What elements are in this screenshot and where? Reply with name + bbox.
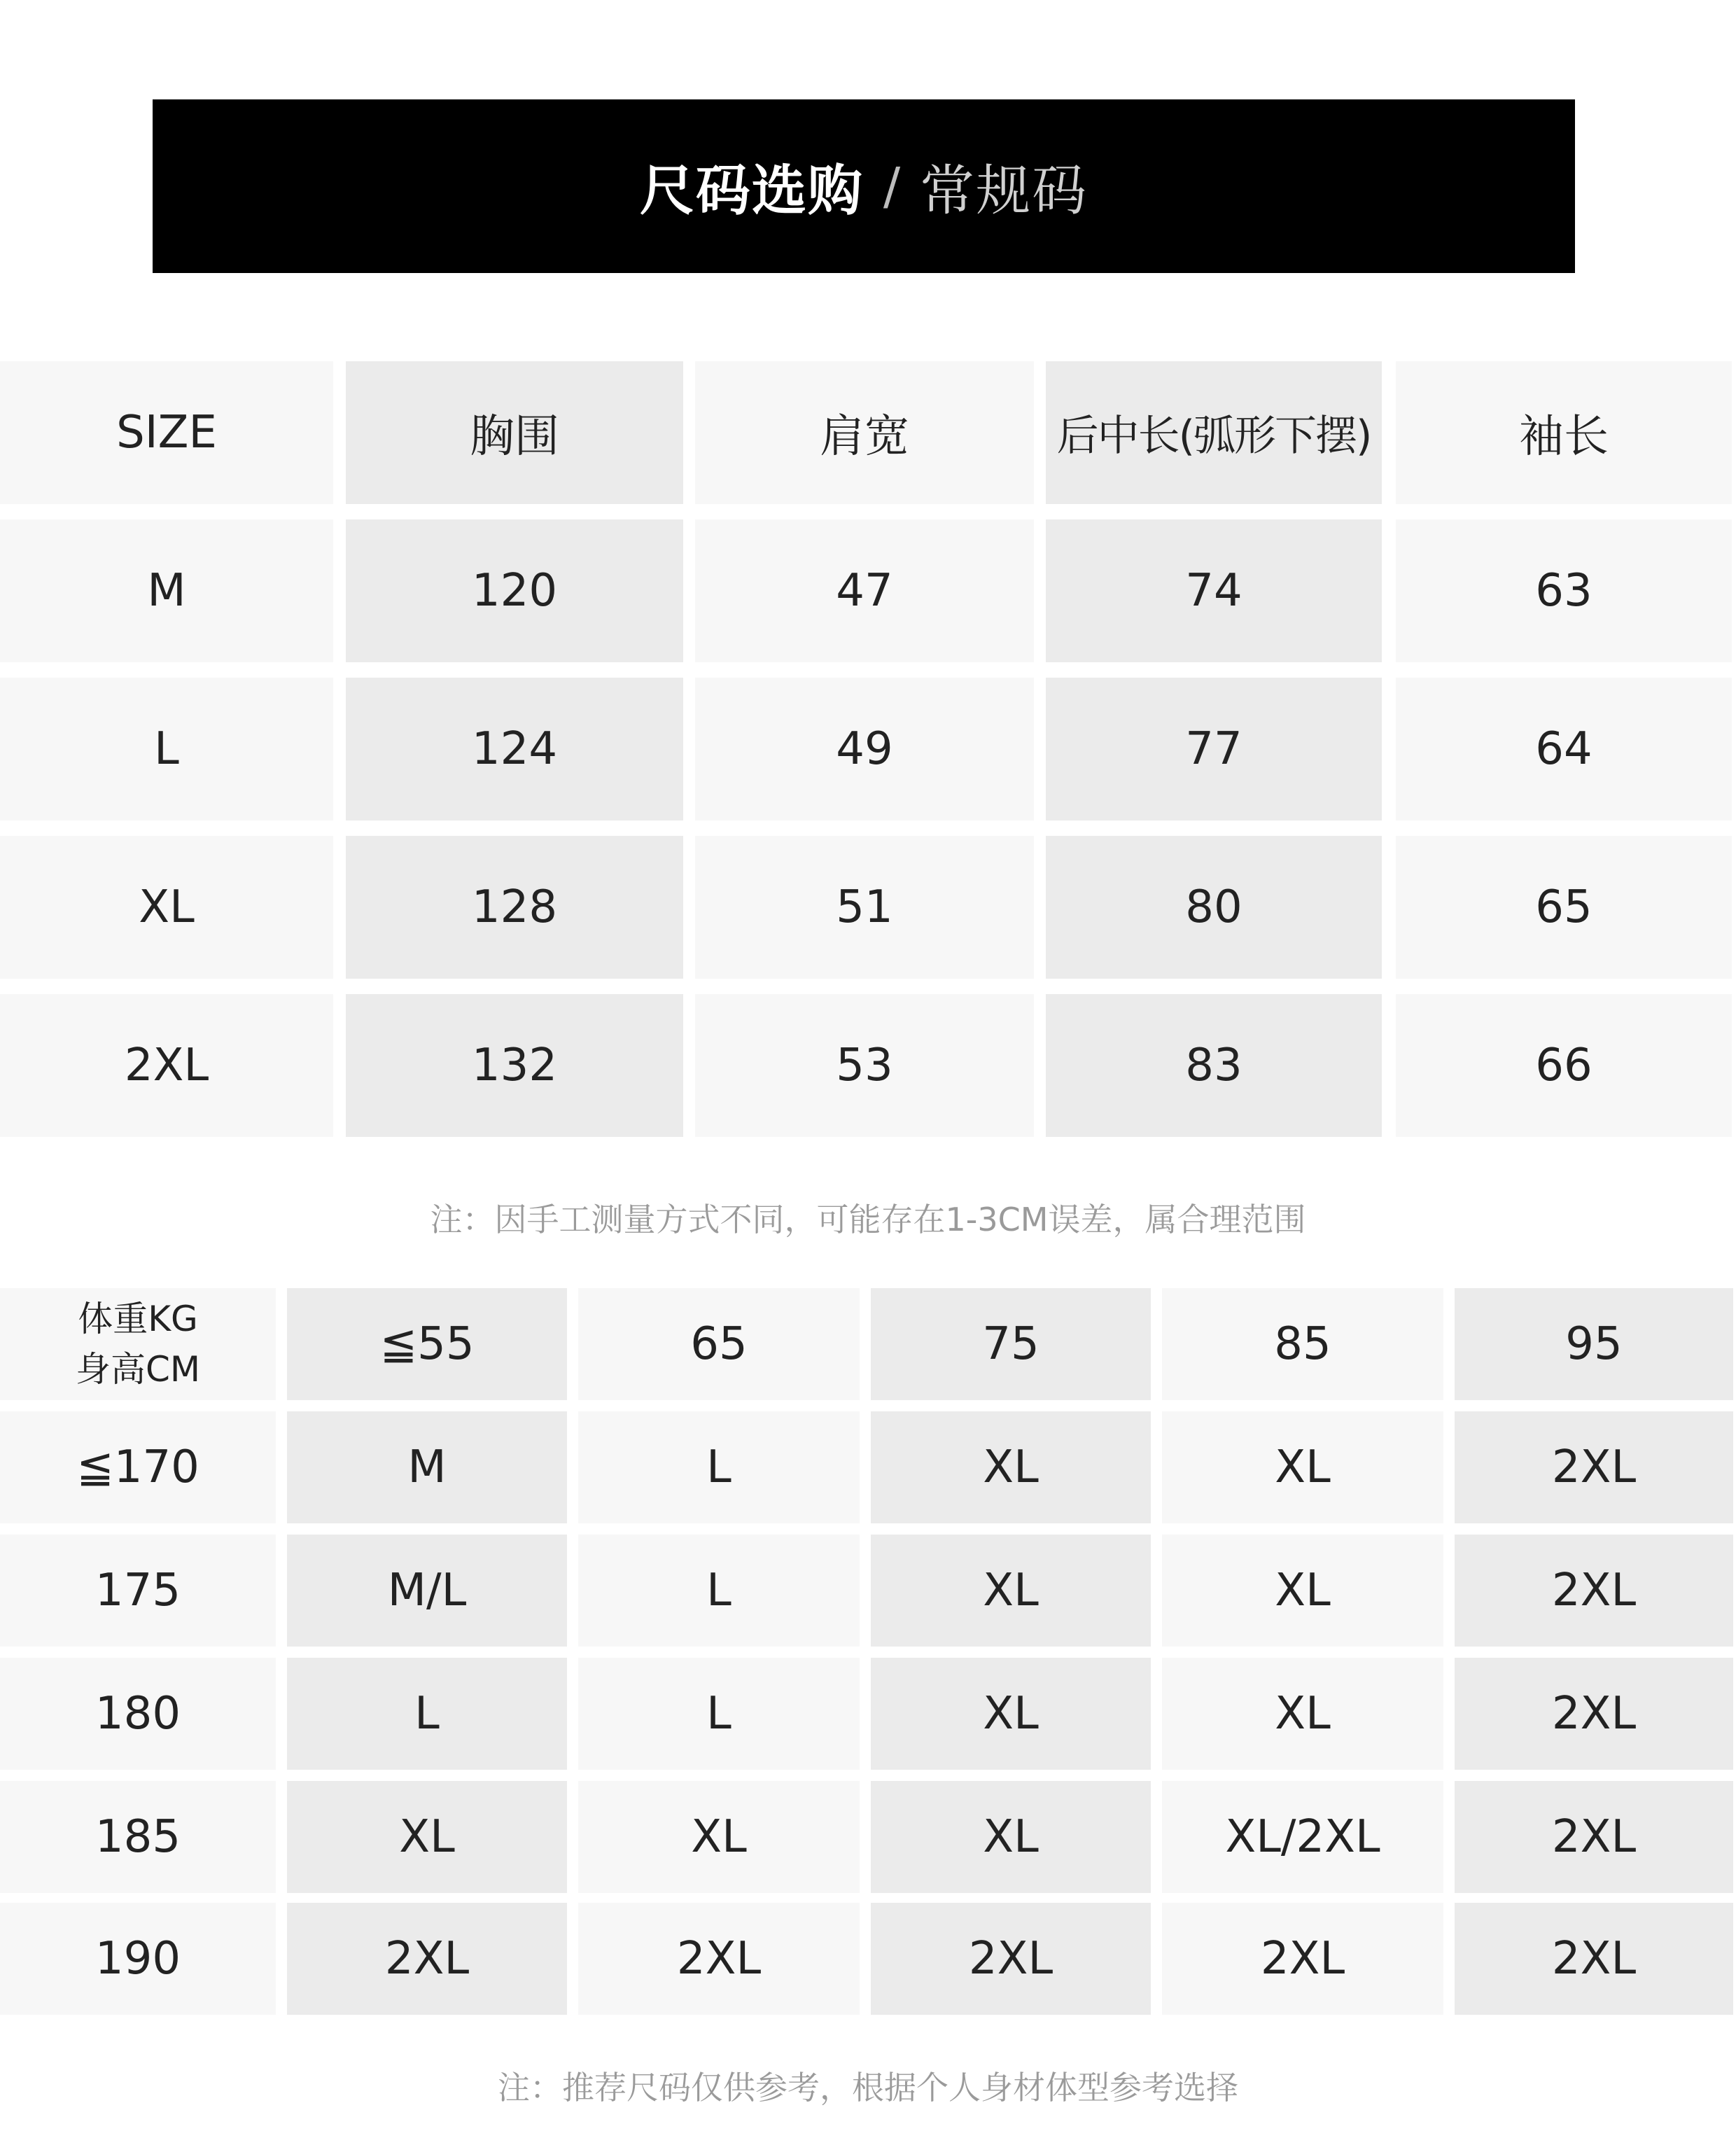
size-table-header: 胸围 [346, 361, 683, 504]
size-measurement-cell: 47 [695, 519, 1034, 662]
size-label: L [0, 678, 333, 820]
corner-height-label: 身高CM [75, 1349, 201, 1390]
size-table-header: 后中长(弧形下摆) [1046, 361, 1382, 504]
weight-header: 95 [1455, 1288, 1733, 1400]
size-table-header: 袖长 [1396, 361, 1732, 504]
size-measurement-cell: 66 [1396, 994, 1732, 1137]
weight-height-corner [0, 1288, 276, 1400]
recommended-size-cell: M [287, 1411, 567, 1523]
recommended-size-cell: XL [1162, 1658, 1443, 1770]
recommended-size-cell: XL [871, 1658, 1151, 1770]
size-measurement-cell: 65 [1396, 836, 1732, 979]
height-label: 190 [0, 1903, 276, 2015]
recommended-size-cell: 2XL [287, 1903, 567, 2015]
recommended-size-cell: XL/2XL [1162, 1781, 1443, 1893]
recommended-size-cell: 2XL [1455, 1781, 1733, 1893]
corner-weight-label: 体重KG [78, 1299, 198, 1339]
size-measurement-cell: 51 [695, 836, 1034, 979]
recommended-size-cell: 2XL [1455, 1903, 1733, 2015]
size-measurement-cell: 80 [1046, 836, 1382, 979]
recommended-size-cell: M/L [287, 1535, 567, 1647]
size-label: 2XL [0, 994, 333, 1137]
recommended-size-cell: XL [1162, 1411, 1443, 1523]
recommended-size-cell: 2XL [1162, 1903, 1443, 2015]
size-table-header: SIZE [0, 361, 333, 504]
recommended-size-cell: L [578, 1658, 860, 1770]
recommended-size-cell: L [578, 1411, 860, 1523]
recommended-size-cell: XL [871, 1411, 1151, 1523]
title-separator: / [883, 157, 901, 216]
size-measurement-cell: 120 [346, 519, 683, 662]
page-subtitle: 常规码 [920, 160, 1088, 223]
size-measurement-cell: 83 [1046, 994, 1382, 1137]
recommended-size-cell: XL [871, 1535, 1151, 1647]
recommended-size-cell: XL [871, 1781, 1151, 1893]
weight-header: ≦55 [287, 1288, 567, 1400]
recommended-size-cell: 2XL [1455, 1411, 1733, 1523]
size-measurement-cell: 124 [346, 678, 683, 820]
size-label: XL [0, 836, 333, 979]
height-label: 175 [0, 1535, 276, 1647]
page-title: 尺码选购 [639, 160, 864, 223]
height-label: ≦170 [0, 1411, 276, 1523]
size-measurement-cell: 74 [1046, 519, 1382, 662]
size-measurement-cell: 128 [346, 836, 683, 979]
recommended-size-cell: L [578, 1535, 860, 1647]
recommended-size-cell: XL [1162, 1535, 1443, 1647]
size-measurement-cell: 77 [1046, 678, 1382, 820]
measurement-note: 注：因手工测量方式不同，可能存在1-3CM误差，属合理范围 [430, 1201, 1306, 1238]
size-measurement-cell: 64 [1396, 678, 1732, 820]
title-banner [153, 99, 1575, 273]
size-measurement-cell: 53 [695, 994, 1034, 1137]
recommended-size-cell: XL [578, 1781, 860, 1893]
recommended-size-cell: 2XL [871, 1903, 1151, 2015]
recommended-size-cell: 2XL [1455, 1658, 1733, 1770]
size-table-header: 肩宽 [695, 361, 1034, 504]
recommendation-note: 注：推荐尺码仅供参考，根据个人身材体型参考选择 [498, 2069, 1238, 2106]
size-label: M [0, 519, 333, 662]
weight-header: 85 [1162, 1288, 1443, 1400]
recommended-size-cell: XL [287, 1781, 567, 1893]
weight-header: 65 [578, 1288, 860, 1400]
size-measurement-cell: 49 [695, 678, 1034, 820]
recommended-size-cell: 2XL [578, 1903, 860, 2015]
size-measurement-cell: 132 [346, 994, 683, 1137]
weight-header: 75 [871, 1288, 1151, 1400]
height-label: 180 [0, 1658, 276, 1770]
recommended-size-cell: 2XL [1455, 1535, 1733, 1647]
recommended-size-cell: L [287, 1658, 567, 1770]
size-measurement-cell: 63 [1396, 519, 1732, 662]
height-label: 185 [0, 1781, 276, 1893]
